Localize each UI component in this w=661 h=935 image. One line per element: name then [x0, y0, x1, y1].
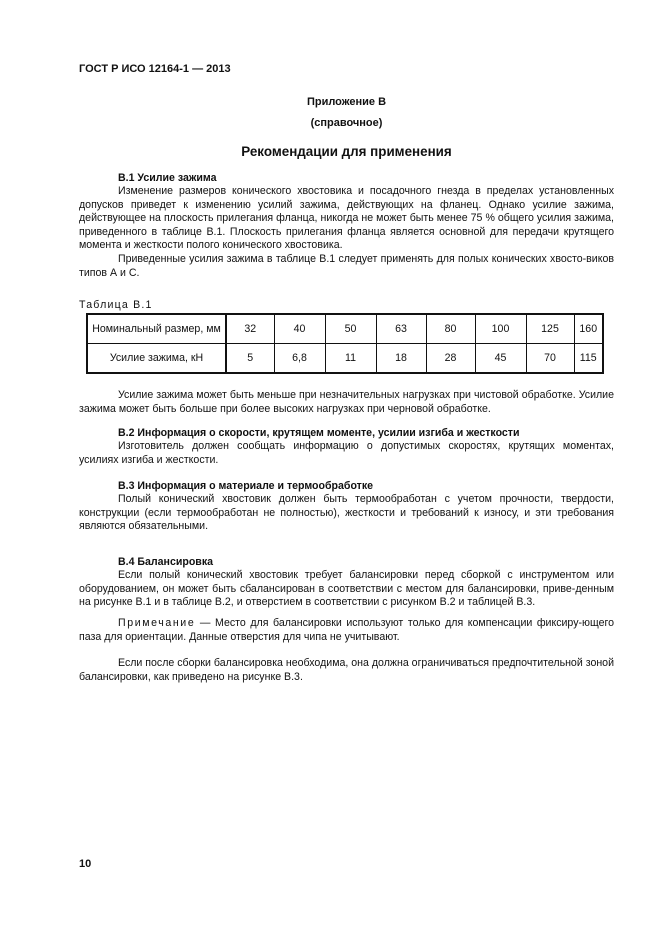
note-text: — Место для балансировки используют только для компенсации фиксиру-ющего паза для ориентации. Данные отверстия для чипа не учитывают.: [79, 617, 614, 643]
table-row-label: Номинальный размер, мм: [87, 314, 226, 344]
section-b2-heading: В.2 Информация о скорости, крутящем моменте, усилии изгиба и жесткости: [118, 427, 520, 439]
section-b1-body: [79, 185, 614, 280]
main-title: Рекомендации для применения: [241, 144, 452, 159]
after-table-text: [79, 389, 614, 416]
section-b4-body-2: [79, 657, 614, 684]
section-b1-paragraph-1: Изменение размеров конического хвостовика и посадочного гнезда в пределах установленных допусков приведет к изменению усилий зажима, действующих на фланец. Однако усилие зажима, действующее на плоскость прилегания фланца, никогда не может быть менее 75 % общего усилия зажима, приведенного в таблице В.1. Плоскость прилегания фланца является основной для передачи крутящего момента и жесткости полого конического хвостовика.: [79, 185, 614, 252]
appendix-title: Приложение В: [306, 96, 387, 108]
table-cell: 80: [426, 314, 475, 344]
table-cell: 5: [226, 344, 274, 374]
table-cell: 32: [226, 314, 274, 344]
table-cell: 70: [526, 344, 574, 374]
table-cell: 6,8: [274, 344, 325, 374]
section-b3-body: [79, 493, 614, 534]
table-cell: 100: [475, 314, 526, 344]
section-b4-heading: В.4 Балансировка: [118, 556, 214, 568]
table-cell: 45: [475, 344, 526, 374]
table-row-label: Усилие зажима, кН: [87, 344, 226, 374]
section-b3-paragraph-1: Полый конический хвостовик должен быть термообработан с учетом прочности, твердости, конструкции (если термообработан не полностью), жесткости и требований к износу, и эти требования являются обязательными.: [79, 493, 614, 533]
section-b4-paragraph-2: Если после сборки балансировка необходима, она должна ограничиваться предпочтительной зоной балансировки, как приведено на рисунке В.3.: [79, 657, 614, 683]
table-row: [87, 314, 603, 344]
table-caption: Таблица В.1: [79, 299, 153, 311]
table-cell: 63: [376, 314, 426, 344]
document-header: ГОСТ Р ИСО 12164-1 — 2013: [79, 63, 231, 75]
table-cell: 40: [274, 314, 325, 344]
section-b2-body: [79, 440, 614, 467]
table-row: [87, 344, 603, 374]
section-b4-paragraph-1: Если полый конический хвостовик требует балансировки перед сборкой с инструментом или оборудованием, он может быть сбалансирован в соответствии с местом для балансировки, приве-денным на рисунке В.1 и в таблице В.2, и отверстием в соответствии с рисунком В.2 и таблицей В.3.: [79, 569, 614, 609]
section-b2-paragraph-1: Изготовитель должен сообщать информацию о допустимых скоростях, крутящих моментах, усилиях изгиба и жесткости.: [79, 440, 614, 466]
note-paragraph: [79, 617, 614, 644]
table-cell: 50: [325, 314, 376, 344]
section-b4-body: [79, 569, 614, 610]
table-cell: 160: [574, 314, 603, 344]
table-cell: 125: [526, 314, 574, 344]
page-number: 10: [79, 858, 92, 870]
table-cell: 115: [574, 344, 603, 374]
appendix-subtitle: (справочное): [310, 117, 383, 129]
section-b3-heading: В.3 Информация о материале и термообработке: [118, 480, 374, 492]
section-b1-paragraph-2: Приведенные усилия зажима в таблице В.1 следует применять для полых конических хвосто-виков типов А и С.: [79, 252, 614, 279]
section-b1-heading: В.1 Усилие зажима: [118, 172, 217, 184]
table-cell: 28: [426, 344, 475, 374]
note-label: Примечание: [118, 617, 196, 629]
section-b4-note: [79, 617, 614, 644]
table-cell: 18: [376, 344, 426, 374]
clamping-force-table: [86, 313, 604, 374]
after-table-paragraph: Усилие зажима может быть меньше при незначительных нагрузках при чистовой обработке. Усилие зажима может быть больше при более высоких нагрузках при черновой обработке.: [79, 389, 614, 415]
table-cell: 11: [325, 344, 376, 374]
